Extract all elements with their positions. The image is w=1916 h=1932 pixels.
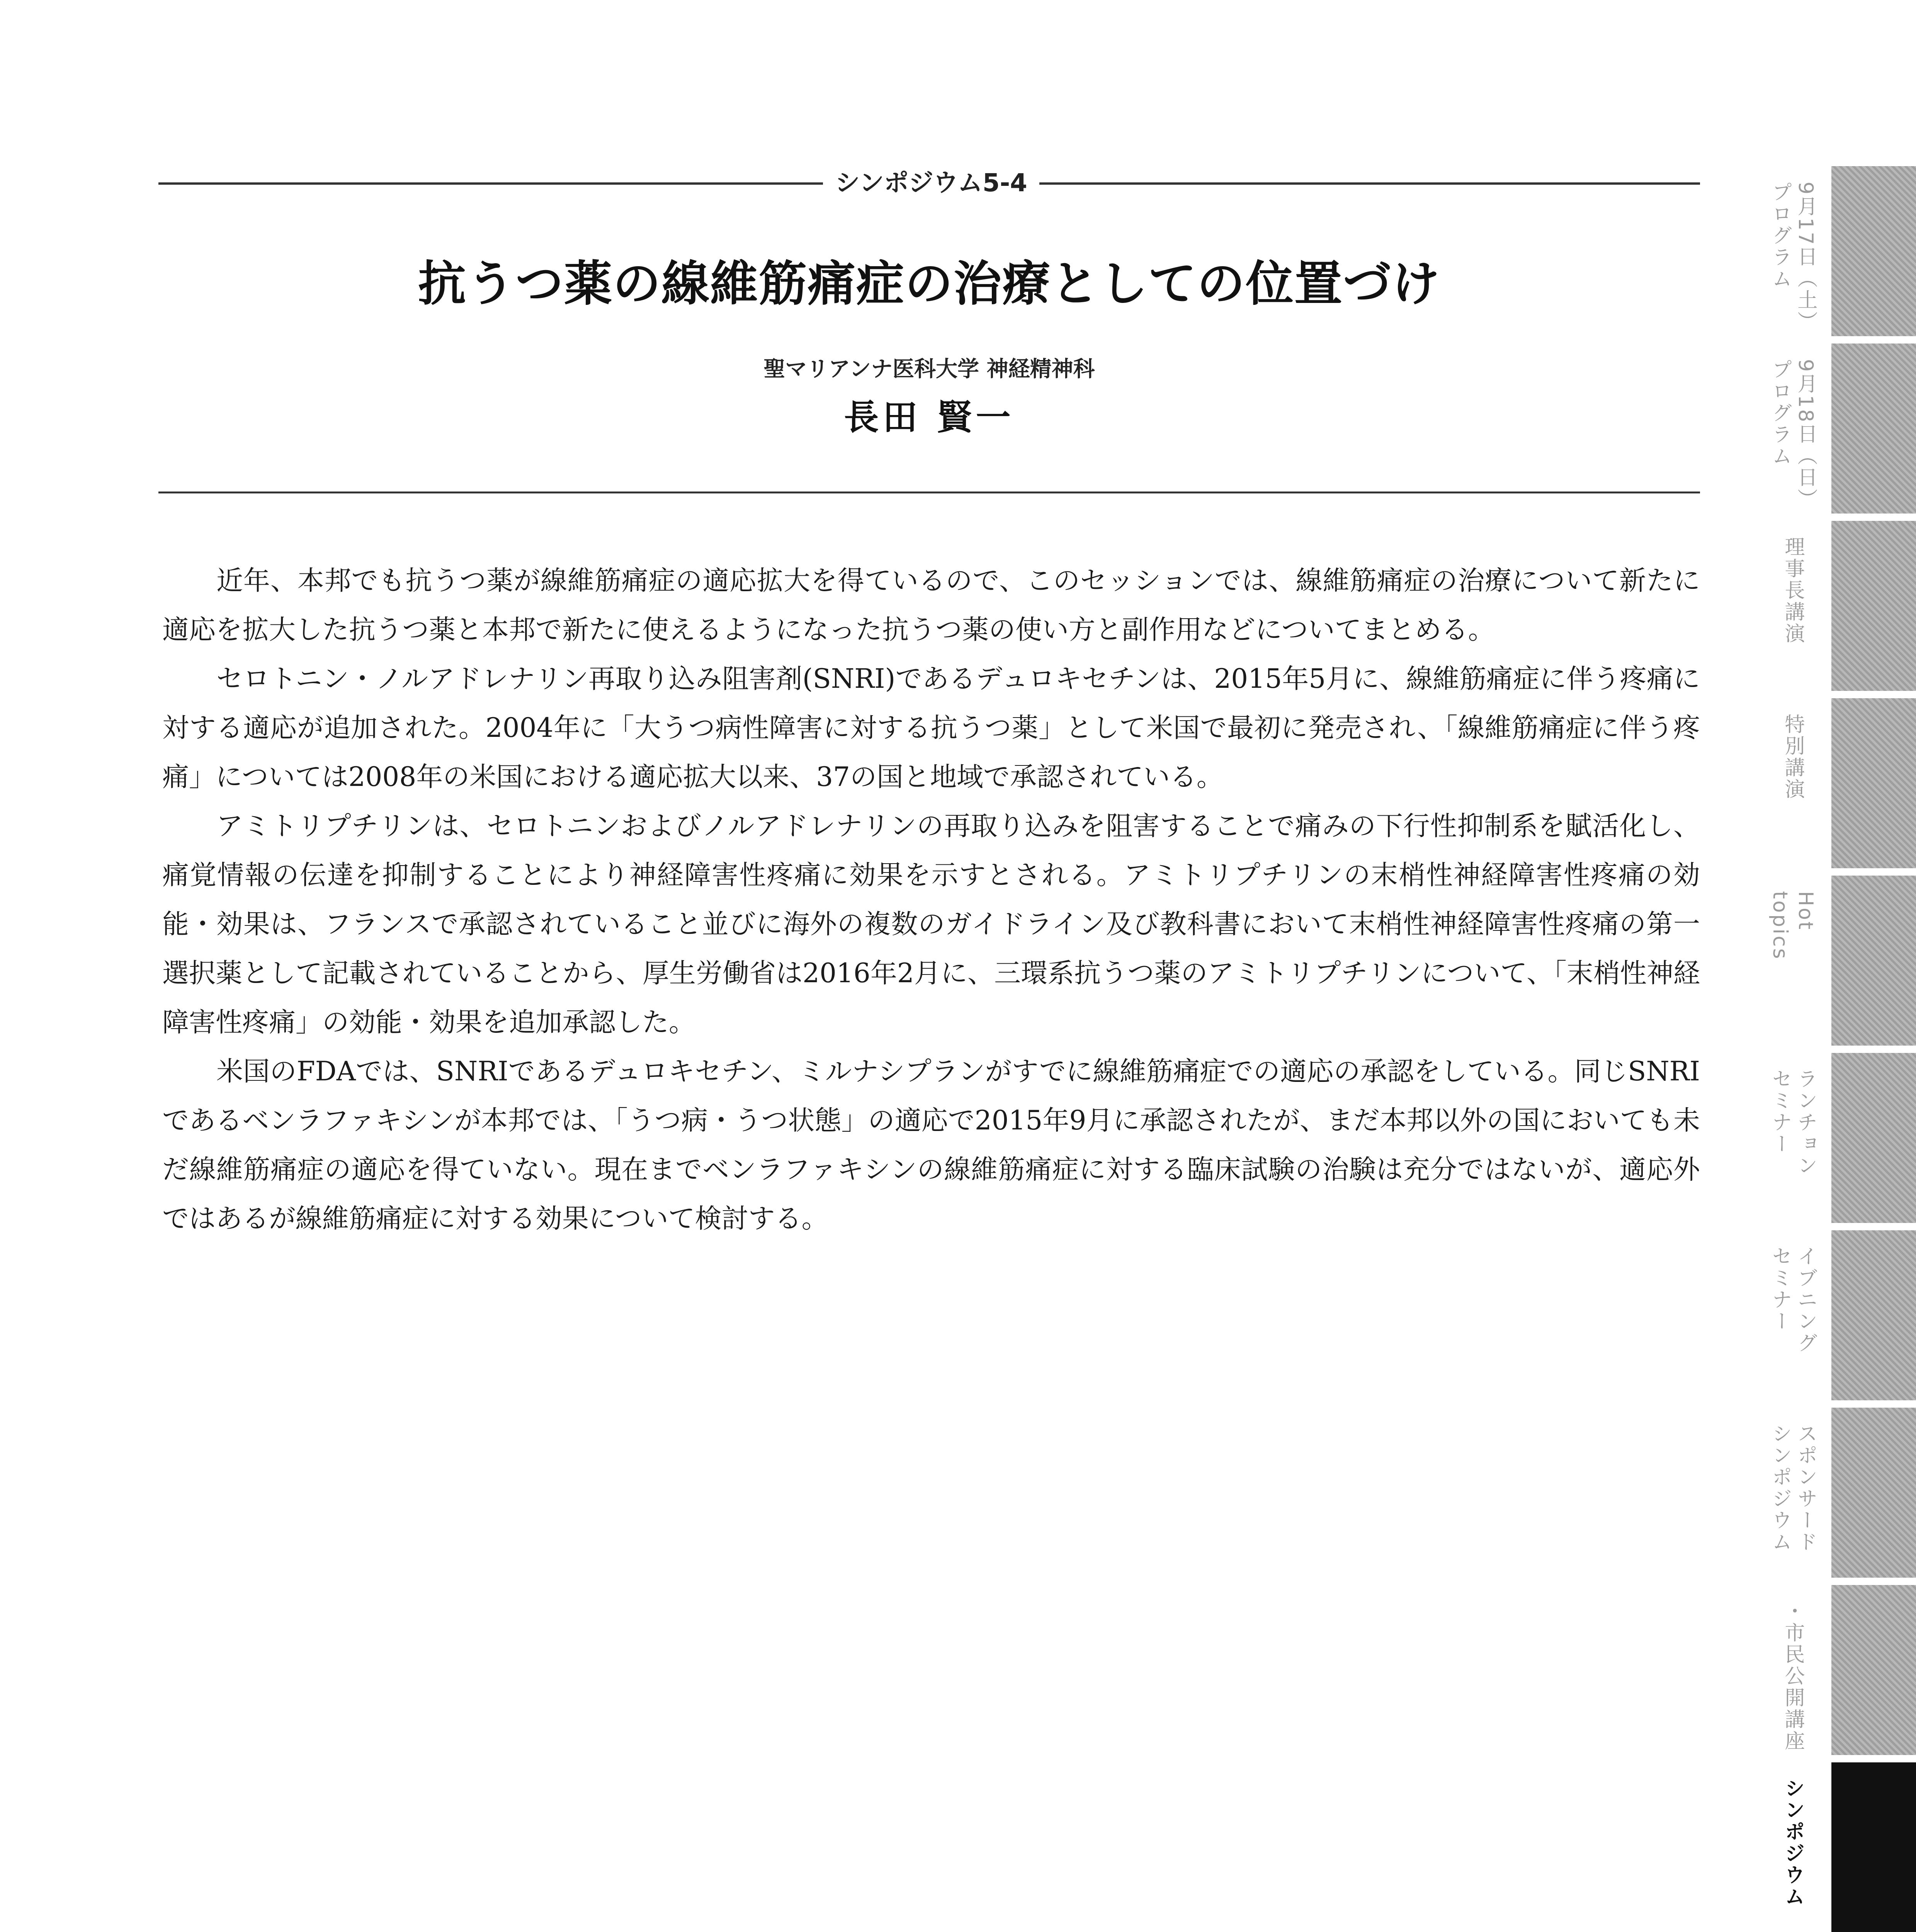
nav-tab-label-line: スポンサード <box>1794 1423 1817 1553</box>
section-index-tabs <box>1754 166 1916 1932</box>
nav-tab-label <box>1754 536 1831 699</box>
nav-tab-marker <box>1831 876 1916 1046</box>
nav-tab-marker <box>1831 1585 1916 1755</box>
nav-tab-marker <box>1831 1230 1916 1400</box>
paragraph-4: 米国のFDAでは、SNRIであるデュロキセチン、ミルナシプランがすでに線維筋痛症での適応の承認をしている。同じSNRIであるベンラファキシンが本邦では、「うつ病・うつ状態」の適応で2015年9月に承認されたが、まだ本邦以外の国においても未だ線維筋痛症の適応を得ていない。現在までベンラファキシンの線維筋痛症に対する臨床試験の治験は充分ではないが、適応外ではあるが線維筋痛症に対する効果について検討する。 <box>162 1056 1700 1234</box>
nav-tab-label <box>1754 891 1831 1053</box>
nav-tab-label-line: 特別講演 <box>1781 714 1804 800</box>
article-title: 抗うつ薬の線維筋痛症の治療としての位置づけ <box>418 256 1440 312</box>
nav-tab-label-line: セミナー <box>1768 1068 1792 1155</box>
nav-tab-marker <box>1831 1053 1916 1223</box>
nav-tab-label <box>1754 359 1831 521</box>
nav-tab-label-line: セミナー <box>1768 1246 1792 1332</box>
header-rule-left <box>158 182 823 185</box>
nav-tab-label <box>1754 182 1831 344</box>
nav-tab-label-line: Hot <box>1794 891 1817 931</box>
nav-tab-marker <box>1831 344 1916 514</box>
nav-tab-label-line: 9月18日（日） <box>1794 359 1817 510</box>
nav-tab-label <box>1754 1423 1831 1585</box>
nav-tab-label <box>1754 714 1831 876</box>
nav-tab-label-line: イブニング <box>1794 1246 1817 1354</box>
nav-tab-label-line: topics <box>1768 891 1792 961</box>
nav-tab-marker <box>1831 521 1916 691</box>
nav-tab-label-line: ランチョン <box>1794 1068 1817 1177</box>
nav-tab-label-line: プログラム <box>1768 182 1792 290</box>
nav-tab-label-line: シンポジウム <box>1768 1423 1792 1553</box>
nav-tab-label-line: 理事長講演 <box>1781 536 1804 645</box>
nav-tab-label <box>1754 1600 1831 1763</box>
nav-tab-label <box>1754 1778 1831 1932</box>
paragraph-2: セロトニン・ノルアドレナリン再取り込み阻害剤(SNRI)であるデュロキセチンは、2015年5月に、線維筋痛症に伴う疼痛に対する適応が追加された。2004年に「大うつ病性障害に対する抗うつ薬」として米国で最初に発売され、「線維筋痛症に伴う疼痛」については2008年の米国における適応拡大以来、37の国と地域で承認されている。 <box>162 663 1700 793</box>
section-label: シンポジウム5-4 <box>835 169 1027 197</box>
author-name: 長田 賢一 <box>844 397 1015 438</box>
header-rule-right <box>1039 182 1700 185</box>
nav-tab-label <box>1754 1068 1831 1231</box>
abstract-body <box>162 556 1700 1243</box>
nav-tab-label-line: シンポジウム <box>1781 1778 1804 1908</box>
paragraph-1: 近年、本邦でも抗うつ薬が線維筋痛症の適応拡大を得ているので、このセッションでは、線維筋痛症の治療について新たに適応を拡大した抗うつ薬と本邦で新たに使えるようになった抗うつ薬の使い方と副作用などについてまとめる。 <box>162 565 1700 645</box>
author-affiliation: 聖マリアンナ医科大学 神経精神科 <box>763 356 1095 382</box>
nav-tab-marker <box>1831 1408 1916 1578</box>
paragraph-3: アミトリプチリンは、セロトニンおよびノルアドレナリンの再取り込みを阻害することで痛みの下行性抑制系を賦活化し、痛覚情報の伝達を抑制することにより神経障害性疼痛に効果を示すとされる。アミトリプチリンの末梢性神経障害性疼痛の効能・効果は、フランスで承認されていること並びに海外の複数のガイドライン及び教科書において末梢性神経障害性疼痛の第一選択薬として記載されていることから、厚生労働省は2016年2月に、三環系抗うつ薬のアミトリプチリンについて、「末梢性神経障害性疼痛」の効能・効果を追加承認した。 <box>162 811 1700 1038</box>
title-divider <box>158 492 1700 493</box>
nav-tab-label-line: ・市民公開講座 <box>1781 1600 1804 1752</box>
nav-tab-marker <box>1831 166 1916 336</box>
nav-tab-label <box>1754 1246 1831 1408</box>
nav-tab-marker-active <box>1831 1762 1916 1932</box>
nav-tab-label-line: 9月17日（土） <box>1794 182 1817 333</box>
nav-tab-marker <box>1831 698 1916 868</box>
nav-tab-label-line: プログラム <box>1768 359 1792 467</box>
